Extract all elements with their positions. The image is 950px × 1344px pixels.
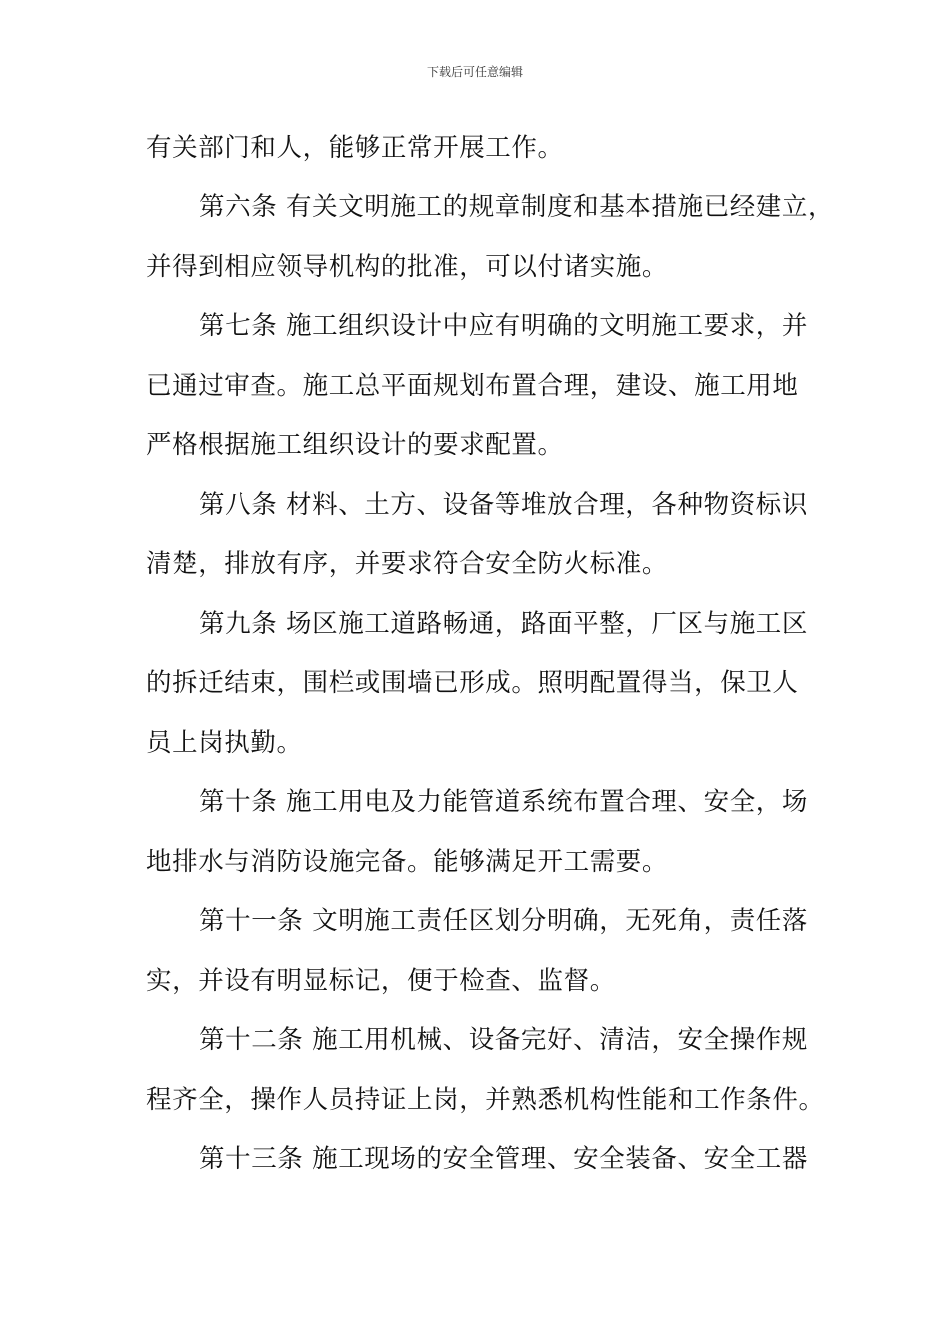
text-line: 第十二条 施工用机械、设备完好、清洁，安全操作规 [199, 1025, 809, 1055]
text-line: 员上岗执勤。 [146, 728, 303, 758]
text-line: 实，并设有明显标记，便于检查、监督。 [146, 966, 616, 996]
text-line: 有关部门和人，能够正常开展工作。 [146, 133, 564, 163]
page-header: 下载后可任意编辑 [426, 65, 523, 79]
text-line: 第十三条 施工现场的安全管理、安全装备、安全工器 [199, 1144, 809, 1174]
text-line: 程齐全，操作人员持证上岗，并熟悉机构性能和工作条件。 [146, 1085, 825, 1115]
text-line: 第八条 材料、土方、设备等堆放合理，各种物资标识 [199, 490, 809, 520]
text-line: 并得到相应领导机构的批准，可以付诸实施。 [146, 252, 669, 282]
text-line: 第十条 施工用电及力能管道系统布置合理、安全，场 [199, 787, 809, 817]
text-line: 第九条 场区施工道路畅通，路面平整，厂区与施工区 [199, 609, 809, 639]
text-line: 已通过审查。施工总平面规划布置合理，建设、施工用地 [146, 371, 799, 401]
text-line: 第六条 有关文明施工的规章制度和基本措施已经建立， [199, 192, 835, 222]
text-line: 的拆迁结束，围栏或围墙已形成。照明配置得当，保卫人 [146, 668, 799, 698]
text-line: 地排水与消防设施完备。能够满足开工需要。 [146, 847, 669, 877]
text-line: 第七条 施工组织设计中应有明确的文明施工要求，并 [199, 311, 809, 341]
text-line: 严格根据施工组织设计的要求配置。 [146, 430, 564, 460]
text-line: 清楚，排放有序，并要求符合安全防火标准。 [146, 549, 669, 579]
text-line: 第十一条 文明施工责任区划分明确，无死角，责任落 [199, 906, 809, 936]
